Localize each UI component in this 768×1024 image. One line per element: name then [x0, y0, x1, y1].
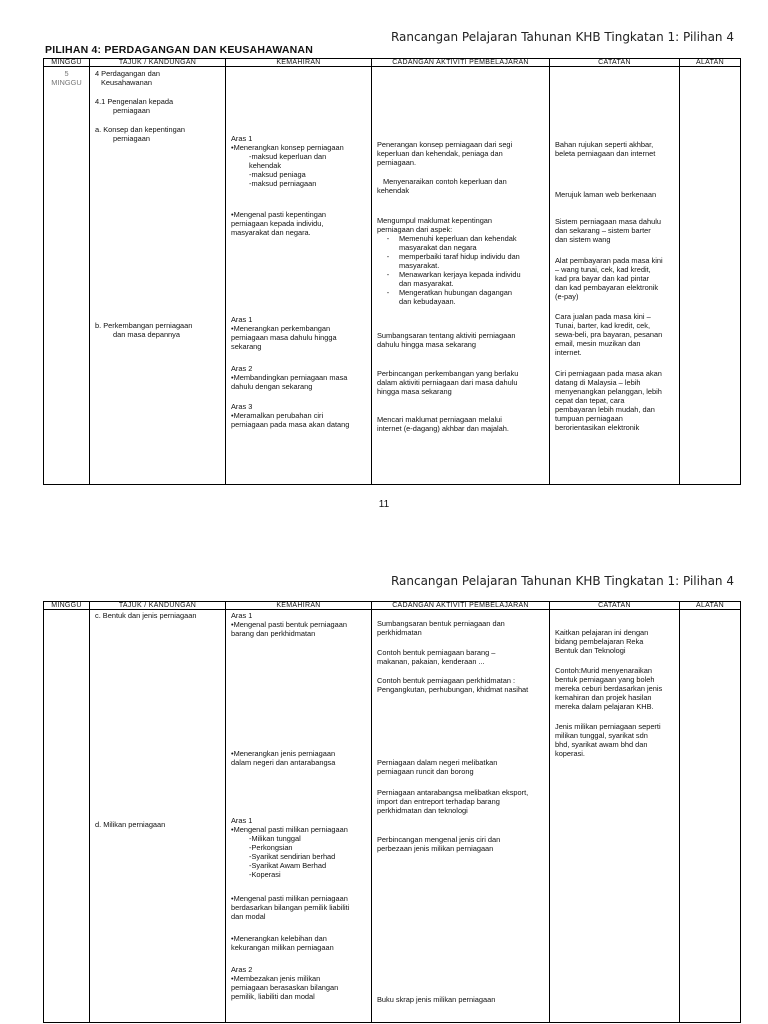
col-tajuk: TAJUK / KANDUNGAN	[90, 59, 226, 67]
col-kemahiran: KEMAHIRAN	[226, 59, 372, 67]
kemahiran-line: sekarang	[231, 342, 262, 351]
page-header: Rancangan Pelajaran Tahunan KHB Tingkatan 1: Pilihan 4	[390, 574, 734, 588]
list-item: -Koperasi	[249, 870, 281, 879]
kemahiran-line: •Menerangkan konsep perniagaan	[231, 143, 344, 152]
col-catatan: CATATAN	[550, 602, 680, 610]
catatan-line: kemahiran dan projek hasilan	[555, 693, 652, 702]
lesson-plan-table-1	[43, 58, 741, 485]
list-item: -Syarikat Awam Berhad	[249, 861, 327, 870]
kemahiran-line: •Mengenal pasti milikan perniagaan	[231, 894, 348, 903]
aktiviti-line: perniagaan runcit dan borong	[377, 767, 474, 776]
kemahiran-line: barang dan perkhidmatan	[231, 629, 316, 638]
col-aktiviti: CADANGAN AKTIVITI PEMBELAJARAN	[372, 59, 550, 67]
aktiviti-line: Sumbangsaran tentang aktiviti perniagaan	[377, 331, 516, 340]
catatan-line: Jenis milikan perniagaan seperti	[555, 722, 661, 731]
col-alatan: ALATAN	[680, 602, 741, 610]
catatan-line: Tunai, barter, kad kredit, cek,	[555, 321, 651, 330]
catatan-line: beleta perniagaan dan internet	[555, 149, 656, 158]
kemahiran-line: pemilik, liabiliti dan modal	[231, 992, 315, 1001]
tajuk-line: Keusahawanan	[101, 78, 152, 87]
page-number: 11	[378, 499, 390, 510]
aktiviti-line: Perniagaan antarabangsa melibatkan eksport,	[377, 788, 529, 797]
kemahiran-line: perniagaan pada masa akan datang	[231, 420, 350, 429]
catatan-line: dan kad pembayaran elektronik	[555, 283, 659, 292]
aktiviti-line: dahulu hingga masa sekarang	[377, 340, 477, 349]
aktiviti-line: Mencari maklumat perniagaan melalui	[377, 415, 502, 424]
catatan-line: Bahan rujukan seperti akhbar,	[555, 140, 654, 149]
kemahiran-line: •Menerangkan jenis perniagaan	[231, 749, 336, 758]
catatan-line: bentuk perniagaan yang boleh	[555, 675, 655, 684]
kemahiran-line: perniagaan masa dahulu hingga	[231, 333, 337, 342]
aktiviti-line: perniagaan.	[377, 158, 417, 167]
tajuk-line: a. Konsep dan kepentingan	[95, 125, 185, 134]
aktiviti-line: Mengumpul maklumat kepentingan	[377, 216, 493, 225]
aktiviti-line: Perbincangan perkembangan yang berlaku	[377, 369, 519, 378]
kemahiran-line: kekurangan milikan perniagaan	[231, 943, 334, 952]
aktiviti-line: internet (e-dagang) akhbar dan majalah.	[377, 424, 509, 433]
aktiviti-line: Perniagaan dalam negeri melibatkan	[377, 758, 498, 767]
kemahiran-line: -maksud keperluan dan	[249, 152, 327, 161]
aktiviti-line: perniagaan dari aspek:	[377, 225, 453, 234]
kemahiran-line: masyarakat dan negara.	[231, 228, 311, 237]
lesson-plan-table-2	[43, 601, 741, 1023]
aktiviti-line: perkhidmatan dan teknologi	[377, 806, 468, 815]
kemahiran-line: Aras 1	[231, 134, 253, 143]
kemahiran-line: •Mengenal pasti milikan perniagaan	[231, 825, 348, 834]
aktiviti-line: kehendak	[377, 186, 410, 195]
tajuk-line: 4.1 Pengenalan kepada	[95, 97, 174, 106]
aktiviti-line: Contoh bentuk perniagaan barang –	[377, 648, 496, 657]
list-item: -Perkongsian	[249, 843, 293, 852]
catatan-line: dan sekarang – sistem barter	[555, 226, 651, 235]
catatan-line: pembayaran lebih mudah, dan	[555, 405, 655, 414]
kemahiran-line: dalam negeri dan antarabangsa	[231, 758, 336, 767]
kemahiran-line: •Membezakan jenis milikan	[231, 974, 321, 983]
list-item: - Memenuhi keperluan dan kehendak masyarakat dan negara	[386, 234, 517, 252]
catatan-line: Contoh:Murid menyenaraikan	[555, 666, 652, 675]
tajuk-line: c. Bentuk dan jenis perniagaan	[95, 611, 197, 620]
list-item: -Syarikat sendirian berhad	[249, 852, 336, 861]
catatan-line: bidang pembelajaran Reka	[555, 637, 644, 646]
tajuk-line: d. Milikan perniagaan	[95, 820, 166, 829]
col-minggu: MINGGU	[44, 602, 90, 610]
alatan-cell	[680, 610, 741, 1023]
kemahiran-line: Aras 1	[231, 315, 253, 324]
kemahiran-line: •Meramalkan perubahan ciri	[231, 411, 324, 420]
list-item: - Mengeratkan hubungan dagangan dan kebudayaan.	[386, 288, 513, 306]
catatan-line: Cara jualan pada masa kini –	[555, 312, 651, 321]
aktiviti-line: dalam aktiviti perniagaan dari masa dahulu	[377, 378, 518, 387]
kemahiran-line: dahulu dengan sekarang	[231, 382, 313, 391]
aktiviti-line: Pengangkutan, perhubungan, khidmat nasihat	[377, 685, 529, 694]
kemahiran-cell	[226, 610, 372, 1023]
list-item: -Milikan tunggal	[249, 834, 301, 843]
kemahiran-line: Aras 3	[231, 402, 253, 411]
aktiviti-line: Perbincangan mengenal jenis ciri dan	[377, 835, 501, 844]
tajuk-line: b. Perkembangan perniagaan	[95, 321, 193, 330]
kemahiran-line: Aras 2	[231, 965, 253, 974]
catatan-line: kad pra bayar dan kad pintar	[555, 274, 650, 283]
aktiviti-line: import dan entreport terhadap barang	[377, 797, 500, 806]
aktiviti-line: Menyenaraikan contoh keperluan dan	[383, 177, 507, 186]
kemahiran-line: berdasarkan bilangan pemilik liabiliti	[231, 903, 350, 912]
catatan-line: berorientasikan elektronik	[555, 423, 640, 432]
kemahiran-cell	[226, 67, 372, 485]
catatan-line: mereka ceburi berdasarkan jenis	[555, 684, 663, 693]
catatan-line: milikan tunggal, syarikat sdn	[555, 731, 648, 740]
kemahiran-line: Aras 2	[231, 364, 253, 373]
tajuk-line: perniagaan	[113, 106, 150, 115]
kemahiran-line: •Mengenal pasti bentuk perniagaan	[231, 620, 347, 629]
catatan-line: sewa-beli, pra bayaran, pesanan	[555, 330, 663, 339]
tajuk-line: 4 Perdagangan dan	[95, 69, 160, 78]
catatan-line: Bentuk dan Teknologi	[555, 646, 626, 655]
aktiviti-line: perkhidmatan	[377, 628, 422, 637]
kemahiran-line: •Mengenal pasti kepentingan	[231, 210, 327, 219]
aktiviti-line: hingga masa sekarang	[377, 387, 452, 396]
minggu-cell	[44, 610, 90, 1023]
catatan-line: Alat pembayaran pada masa kini	[555, 256, 663, 265]
alatan-cell	[680, 67, 741, 485]
catatan-line: – wang tunai, cek, kad kredit,	[555, 265, 651, 274]
kemahiran-line: dan modal	[231, 912, 266, 921]
minggu-label: MINGGU	[51, 78, 82, 87]
catatan-line: datang di Malaysia – lebih	[555, 378, 641, 387]
catatan-line: internet.	[555, 348, 582, 357]
tajuk-line: dan masa depannya	[113, 330, 180, 339]
kemahiran-line: •Membandingkan perniagaan masa	[231, 373, 348, 382]
catatan-line: Sistem perniagaan masa dahulu	[555, 217, 661, 226]
catatan-line: Ciri perniagaan pada masa akan	[555, 369, 662, 378]
catatan-line: tumpuan perniagaan	[555, 414, 623, 423]
col-catatan: CATATAN	[550, 59, 680, 67]
col-alatan: ALATAN	[680, 59, 741, 67]
minggu-cell	[44, 67, 90, 485]
catatan-cell	[550, 67, 680, 485]
kemahiran-line: Aras 1	[231, 816, 253, 825]
minggu-number: 5	[64, 69, 69, 78]
col-kemahiran: KEMAHIRAN	[226, 602, 372, 610]
catatan-line: koperasi.	[555, 749, 585, 758]
catatan-cell	[550, 610, 680, 1023]
catatan-line: email, mesin muzikan dan	[555, 339, 641, 348]
list-item: - Menawarkan kerjaya kepada individu dan masyarakat.	[386, 270, 521, 288]
catatan-line: mereka dalam pelajaran KHB.	[555, 702, 654, 711]
list-item: - memperbaiki taraf hidup individu dan masyarakat.	[386, 252, 520, 270]
col-aktiviti: CADANGAN AKTIVITI PEMBELAJARAN	[372, 602, 550, 610]
kemahiran-line: -maksud peniaga	[249, 170, 306, 179]
section-title: PILIHAN 4: PERDAGANGAN DAN KEUSAHAWANAN	[45, 44, 313, 56]
catatan-line: Merujuk laman web berkenaan	[555, 190, 657, 199]
tajuk-line: perniagaan	[113, 134, 150, 143]
aktiviti-cell	[372, 67, 550, 485]
kemahiran-line: perniagaan kepada individu,	[231, 219, 324, 228]
aktiviti-cell	[372, 610, 550, 1023]
aktiviti-line: keperluan dan kehendak, peniaga dan	[377, 149, 503, 158]
page-header: Rancangan Pelajaran Tahunan KHB Tingkatan 1: Pilihan 4	[390, 30, 734, 44]
catatan-line: dan sistem wang	[555, 235, 611, 244]
kemahiran-line: kehendak	[249, 161, 282, 170]
col-tajuk: TAJUK / KANDUNGAN	[90, 602, 226, 610]
aktiviti-line: makanan, pakaian, kenderaan ...	[377, 657, 485, 666]
catatan-line: (e-pay)	[555, 292, 579, 301]
tajuk-cell	[90, 67, 226, 485]
kemahiran-line: •Menerangkan kelebihan dan	[231, 934, 327, 943]
aktiviti-line: Penerangan konsep perniagaan dari segi	[377, 140, 513, 149]
tajuk-cell	[90, 610, 226, 1023]
aktiviti-line: perbezaan jenis milikan perniagaan	[377, 844, 494, 853]
kemahiran-line: perniagaan berasaskan bilangan	[231, 983, 339, 992]
kemahiran-line: -maksud perniagaan	[249, 179, 317, 188]
catatan-line: cepat dan tepat, cara	[555, 396, 625, 405]
catatan-line: menyenangkan pelanggan, lebih	[555, 387, 662, 396]
aktiviti-line: Sumbangsaran bentuk perniagaan dan	[377, 619, 505, 628]
aktiviti-line: Contoh bentuk perniagaan perkhidmatan :	[377, 676, 516, 685]
aktiviti-line: Buku skrap jenis milikan perniagaan	[377, 995, 496, 1004]
kemahiran-line: Aras 1	[231, 611, 253, 620]
catatan-line: Kaitkan pelajaran ini dengan	[555, 628, 649, 637]
kemahiran-line: •Menerangkan perkembangan	[231, 324, 331, 333]
catatan-line: bhd, syarikat awam bhd dan	[555, 740, 648, 749]
col-minggu: MINGGU	[44, 59, 90, 67]
